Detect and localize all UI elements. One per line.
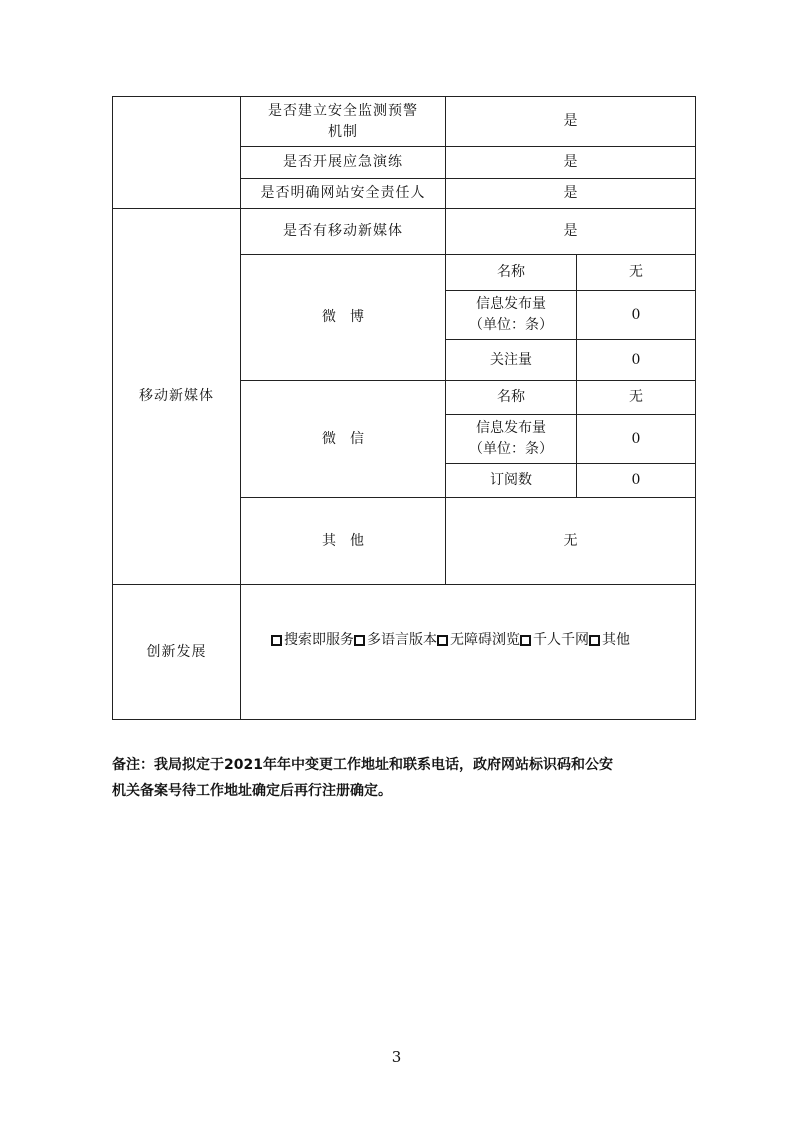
has-mobile-media-label: 是否有移动新媒体 — [283, 223, 403, 239]
wechat-subscribers-label: 订阅数 — [490, 472, 532, 488]
security-responsible-label: 是否明确网站安全责任人 — [260, 185, 426, 201]
other-media-label: 其 他 — [322, 532, 364, 549]
innovation-option[interactable]: 搜索即服务 — [271, 630, 354, 651]
innovation-option[interactable]: 多语言版本 — [354, 630, 437, 651]
other-media-value: 无 — [563, 532, 578, 549]
innovation-option[interactable]: 无障碍浏览 — [437, 630, 520, 651]
table-border-bottom — [112, 719, 696, 720]
wechat-name-label: 名称 — [497, 389, 525, 405]
report-table — [112, 96, 696, 720]
innovation-label: 创新发展 — [146, 643, 207, 660]
warning-mechanism-value: 是 — [563, 113, 578, 129]
page-number: 3 — [391, 1048, 402, 1066]
weibo-posts-value: 0 — [631, 306, 641, 323]
weibo-followers-label: 关注量 — [490, 351, 532, 368]
weibo-label: 微 博 — [322, 309, 364, 325]
wechat-label: 微 信 — [322, 430, 364, 447]
weibo-name-label: 名称 — [497, 264, 525, 280]
wechat-posts-label: 信息发布量 （单位：条） — [469, 420, 553, 457]
wechat-name-value: 无 — [629, 389, 643, 405]
mobile-media-section-label: 移动新媒体 — [139, 388, 214, 404]
checkbox-icon[interactable] — [589, 635, 600, 646]
checkbox-icon[interactable] — [520, 635, 531, 646]
weibo-followers-value: 0 — [631, 351, 641, 368]
warning-mechanism-label: 是否建立安全监测预警 机制 — [268, 102, 418, 140]
remarks-note: 备注：我局拟定于2021年年中变更工作地址和联系电话，政府网站标识码和公安 机关备案号待工作地址确定后再行注册确定。 — [112, 757, 613, 799]
wechat-subscribers-value: 0 — [631, 472, 641, 488]
checkbox-icon[interactable] — [354, 635, 365, 646]
wechat-posts-value: 0 — [631, 430, 641, 447]
innovation-options — [241, 585, 695, 695]
emergency-drill-label: 是否开展应急演练 — [283, 154, 403, 170]
has-mobile-media-value: 是 — [563, 223, 578, 239]
weibo-posts-label: 信息发布量 （单位：条） — [469, 296, 553, 333]
checkbox-icon[interactable] — [271, 635, 282, 646]
security-responsible-value: 是 — [563, 185, 578, 201]
weibo-name-value: 无 — [629, 264, 643, 280]
checkbox-icon[interactable] — [437, 635, 448, 646]
innovation-option[interactable]: 其他 — [589, 630, 630, 651]
innovation-option[interactable]: 千人千网 — [520, 630, 589, 651]
emergency-drill-value: 是 — [563, 154, 578, 170]
table-border-right — [695, 96, 696, 720]
